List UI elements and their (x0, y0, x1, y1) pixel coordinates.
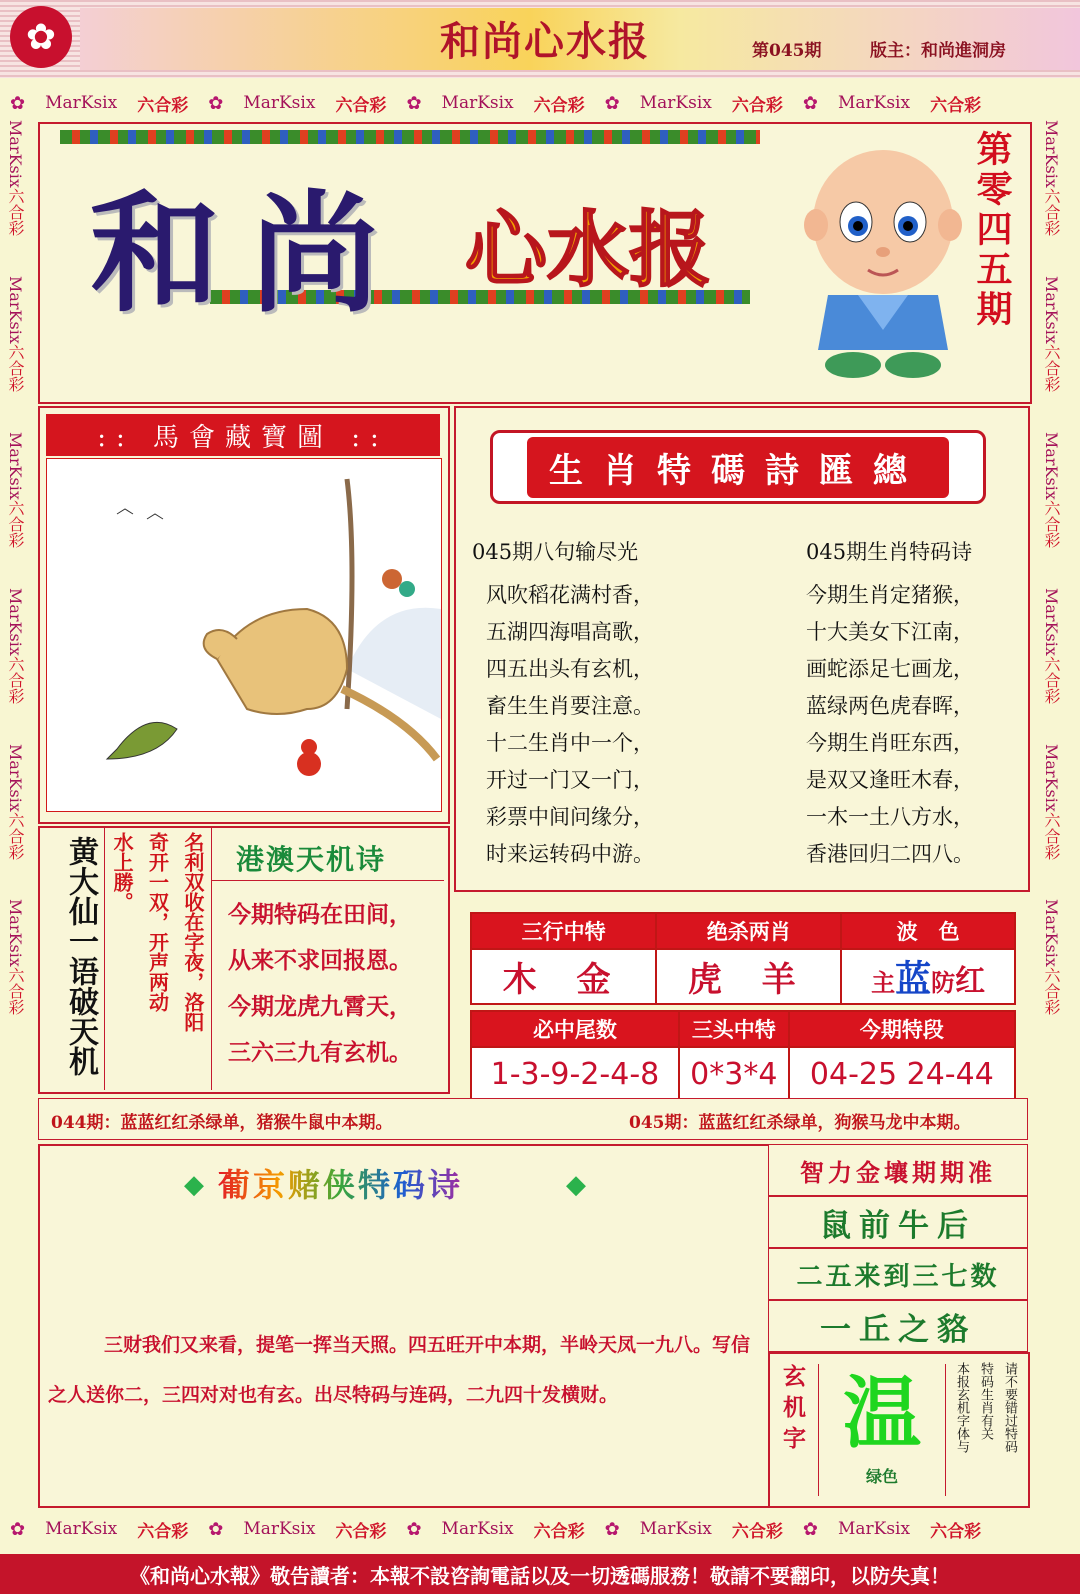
cell-special-segment: 04-25 24-44 (789, 1047, 1015, 1101)
watermark-vertical (4, 432, 27, 548)
poem-line: 四五出头有玄机， (486, 657, 654, 681)
macau-poem-title: 葡京赌侠特码诗 (218, 1160, 463, 1206)
hero-title: 和尚 (90, 177, 411, 330)
prediction-table-2 (470, 1010, 1016, 1102)
poem-line: 今期生肖旺东西， (806, 731, 974, 755)
watermark-brand: 六合彩 (6, 187, 25, 236)
watermark-brand: 六合彩 (731, 95, 783, 116)
watermark-text: MarKsix (45, 93, 118, 113)
watermark-brand: 六合彩 (335, 1521, 387, 1542)
watermark-vertical (1040, 120, 1063, 236)
right-box-hint-2: 二五来到三七数 (768, 1248, 1028, 1300)
xuanji-char: 温 (842, 1368, 921, 1459)
hero-subtitle: 心水报 (465, 203, 712, 298)
col-header: 绝杀两肖 (656, 913, 841, 949)
col-header: 三头中特 (679, 1011, 789, 1047)
poem-section-title-text: 生肖特碼詩匯總 (527, 437, 949, 498)
tianji-title: 港澳天机诗 (236, 843, 387, 876)
poem-left (472, 534, 742, 873)
watermark-text: MarKsix (6, 743, 25, 812)
poem-line: 今期生肖定猪猴， (806, 583, 974, 607)
poem-line: 画蛇添足七画龙， (806, 657, 974, 681)
col-header: 必中尾数 (471, 1011, 679, 1047)
xuanji-note-col: 请不要错过特码 (1002, 1362, 1017, 1453)
cell-kill-two-zodiac: 虎 羊 (656, 949, 841, 1004)
watermark-brand: 六合彩 (1042, 343, 1061, 392)
flower-icon: ✿ (406, 1518, 422, 1540)
watermark-vertical (4, 120, 27, 236)
watermark-brand: 六合彩 (1042, 811, 1061, 860)
watermark-col-right (1040, 120, 1074, 1510)
flower-icon: ✿ (406, 92, 422, 114)
watermark-brand: 六合彩 (137, 95, 189, 116)
xuanji-color-label: 绿色 (865, 1467, 898, 1486)
watermark-col-left (4, 120, 38, 1510)
watermark-text: MarKsix (837, 93, 911, 113)
watermark-text: MarKsix (6, 120, 25, 188)
macau-poem-text: 三财我们又来看，提笔一挥当天照。四五旺开中本期，半岭天凤一九八。写信之人送你二，三四对对也有玄。出尽特码与连码，二九四十发横财。 (48, 1334, 751, 1406)
diamond-icon-left: ◆ (184, 1170, 204, 1200)
poem-line: 香港回归二四八。 (806, 842, 974, 866)
watermark-brand: 六合彩 (731, 1521, 783, 1542)
strip-current-issue: 045期：蓝蓝红红杀绿单，狗猴马龙中本期。 (629, 1113, 971, 1133)
watermark-text: MarKsix (639, 1519, 712, 1539)
diamond-icon-right: ◆ (566, 1170, 586, 1200)
watermark-text: MarKsix (6, 431, 25, 500)
watermark-text: MarKsix (6, 275, 25, 344)
poem-line: 十二生肖中一个， (486, 731, 654, 755)
huangdaxian-vertical: 黄大仙一语破天机 (63, 836, 98, 1076)
watermark-text: MarKsix (1042, 275, 1061, 344)
history-strip (38, 1098, 1028, 1140)
watermark-text: MarKsix (1042, 120, 1061, 188)
tianji-poem (228, 892, 438, 1076)
vine-decoration-top (60, 130, 760, 144)
watermark-vertical (1040, 744, 1063, 860)
watermark-vertical (4, 588, 27, 704)
wave-mid: 防 (931, 968, 956, 997)
flower-icon: ✿ (208, 92, 224, 114)
masthead-editor: 版主：和尚進洞房 (870, 41, 1006, 61)
watermark-brand: 六合彩 (6, 499, 25, 548)
watermark-row-top (10, 86, 1070, 120)
poem-line: 彩票中间问缘分， (486, 805, 654, 829)
flower-icon: ✿ (208, 1518, 224, 1540)
tianji-line: 今期龙虎九霄天， (228, 993, 412, 1020)
watermark-brand: 六合彩 (335, 95, 387, 116)
watermark-brand: 六合彩 (930, 95, 982, 116)
prediction-table-1 (470, 912, 1016, 1005)
footer-notice: 《和尚心水報》敬告讀者：本報不設咨詢電話以及一切透碼服務！敬請不要翻印，以防失真！ (0, 1554, 1080, 1594)
watermark-brand: 六合彩 (930, 1521, 982, 1542)
watermark-brand: 六合彩 (6, 655, 25, 704)
watermark-brand: 六合彩 (1042, 499, 1061, 548)
watermark-vertical (1040, 899, 1063, 1015)
masthead-title: 和尚心水报 (440, 18, 650, 65)
watermark-brand: 六合彩 (6, 967, 25, 1016)
watermark-text: MarKsix (1042, 431, 1061, 500)
wave-prefix: 主 (871, 968, 896, 997)
right-box-idiom: 一丘之貉 (768, 1300, 1028, 1352)
famous-col-3: 水上勝。 (110, 832, 135, 912)
treasure-map-illustration (46, 458, 442, 812)
watermark-brand: 六合彩 (1042, 967, 1061, 1016)
watermark-vertical (1040, 432, 1063, 548)
right-box-slogan: 智力金壤期期准 (768, 1144, 1028, 1196)
watermark-text: MarKsix (639, 93, 712, 113)
flower-icon: ✿ (802, 1518, 818, 1540)
watermark-text: MarKsix (837, 1519, 911, 1539)
watermark-brand: 六合彩 (1042, 187, 1061, 236)
watermark-text: MarKsix (441, 93, 514, 113)
xuanji-note-col: 本报玄机字体与 (954, 1362, 969, 1453)
famous-col-1: 名利双收在字夜，洛阳 (180, 832, 205, 1032)
masthead-issue: 第045期 (752, 41, 822, 61)
watermark-brand: 六合彩 (533, 95, 585, 116)
xuanji-note (952, 1362, 1018, 1494)
watermark-vertical (1040, 588, 1063, 704)
watermark-text: MarKsix (6, 899, 25, 968)
flower-icon: ✿ (802, 92, 818, 114)
poem-line: 十大美女下江南， (806, 620, 974, 644)
col-header: 三行中特 (471, 913, 656, 949)
horse-heading: :: 馬會藏寶圖 :: (46, 414, 440, 456)
poem-line: 畜生生肖要注意。 (486, 694, 654, 718)
wave-main: 蓝 (895, 958, 932, 1000)
cell-wave-color (841, 949, 1015, 1004)
wave-alt: 红 (955, 964, 986, 999)
watermark-vertical (4, 276, 27, 392)
watermark-text: MarKsix (1042, 743, 1061, 812)
flower-icon: ✿ (10, 1518, 26, 1540)
watermark-row-bottom (10, 1512, 1070, 1546)
bauhinia-icon: ✿ (25, 16, 57, 58)
poem-line: 是双又逢旺木春， (806, 768, 974, 792)
watermark-brand: 六合彩 (6, 343, 25, 392)
tianji-line: 三六三九有玄机。 (228, 1039, 412, 1066)
strip-prev-issue: 044期：蓝蓝红红杀绿单，猪猴牛鼠中本期。 (51, 1113, 393, 1133)
poem-line: 时来运转码中游。 (486, 842, 654, 866)
hk-flower-logo (10, 6, 72, 68)
famous-col-2: 奇开一双，开声两动 (145, 832, 170, 1012)
cell-tail-numbers: 1-3-9-2-4-8 (471, 1047, 679, 1101)
poem-section-title (490, 430, 986, 504)
xuanji-note-col: 特码生肖有关 (978, 1362, 993, 1440)
poem-left-header: 045期八句输尽光 (472, 540, 639, 564)
watermark-brand: 六合彩 (533, 1521, 585, 1542)
tianji-line: 今期特码在田间， (228, 901, 412, 928)
poem-line: 风吹稻花满村香， (486, 583, 654, 607)
xuanji-char-box (818, 1364, 946, 1496)
watermark-text: MarKsix (243, 93, 316, 113)
poem-line: 开过一门又一门， (486, 768, 654, 792)
flower-icon: ✿ (10, 92, 26, 114)
poem-line: 一木一土八方水， (806, 805, 974, 829)
poem-right-header: 045期生肖特码诗 (806, 540, 973, 564)
watermark-vertical (4, 744, 27, 860)
watermark-text: MarKsix (441, 1519, 514, 1539)
right-box-hint-1: 鼠前牛后 (768, 1196, 1028, 1248)
col-header: 今期特段 (789, 1011, 1015, 1047)
watermark-brand: 六合彩 (137, 1521, 189, 1542)
xuanji-label: 玄机字 (779, 1364, 806, 1457)
issue-vertical: 第零四五期 (971, 130, 1013, 330)
flower-icon: ✿ (604, 1518, 620, 1540)
poem-line: 蓝绿两色虎春晖， (806, 694, 974, 718)
watermark-text: MarKsix (45, 1519, 118, 1539)
watermark-brand: 六合彩 (6, 811, 25, 860)
watermark-text: MarKsix (243, 1519, 316, 1539)
poem-line: 五湖四海唱高歌， (486, 620, 654, 644)
cell-three-heads: 0*3*4 (679, 1047, 789, 1101)
flower-icon: ✿ (604, 92, 620, 114)
watermark-vertical (4, 899, 27, 1015)
tianji-divider (212, 880, 444, 881)
watermark-vertical (1040, 276, 1063, 392)
tianji-line: 从来不求回报恩。 (228, 947, 412, 974)
cell-three-elements: 木 金 (471, 949, 656, 1004)
watermark-text: MarKsix (1042, 899, 1061, 968)
watermark-text: MarKsix (6, 587, 25, 656)
watermark-brand: 六合彩 (1042, 655, 1061, 704)
poem-right (806, 534, 1026, 873)
watermark-text: MarKsix (1042, 587, 1061, 656)
famous-box (104, 826, 212, 1090)
col-header: 波 色 (841, 913, 1015, 949)
monk-mascot-illustration (798, 130, 968, 380)
